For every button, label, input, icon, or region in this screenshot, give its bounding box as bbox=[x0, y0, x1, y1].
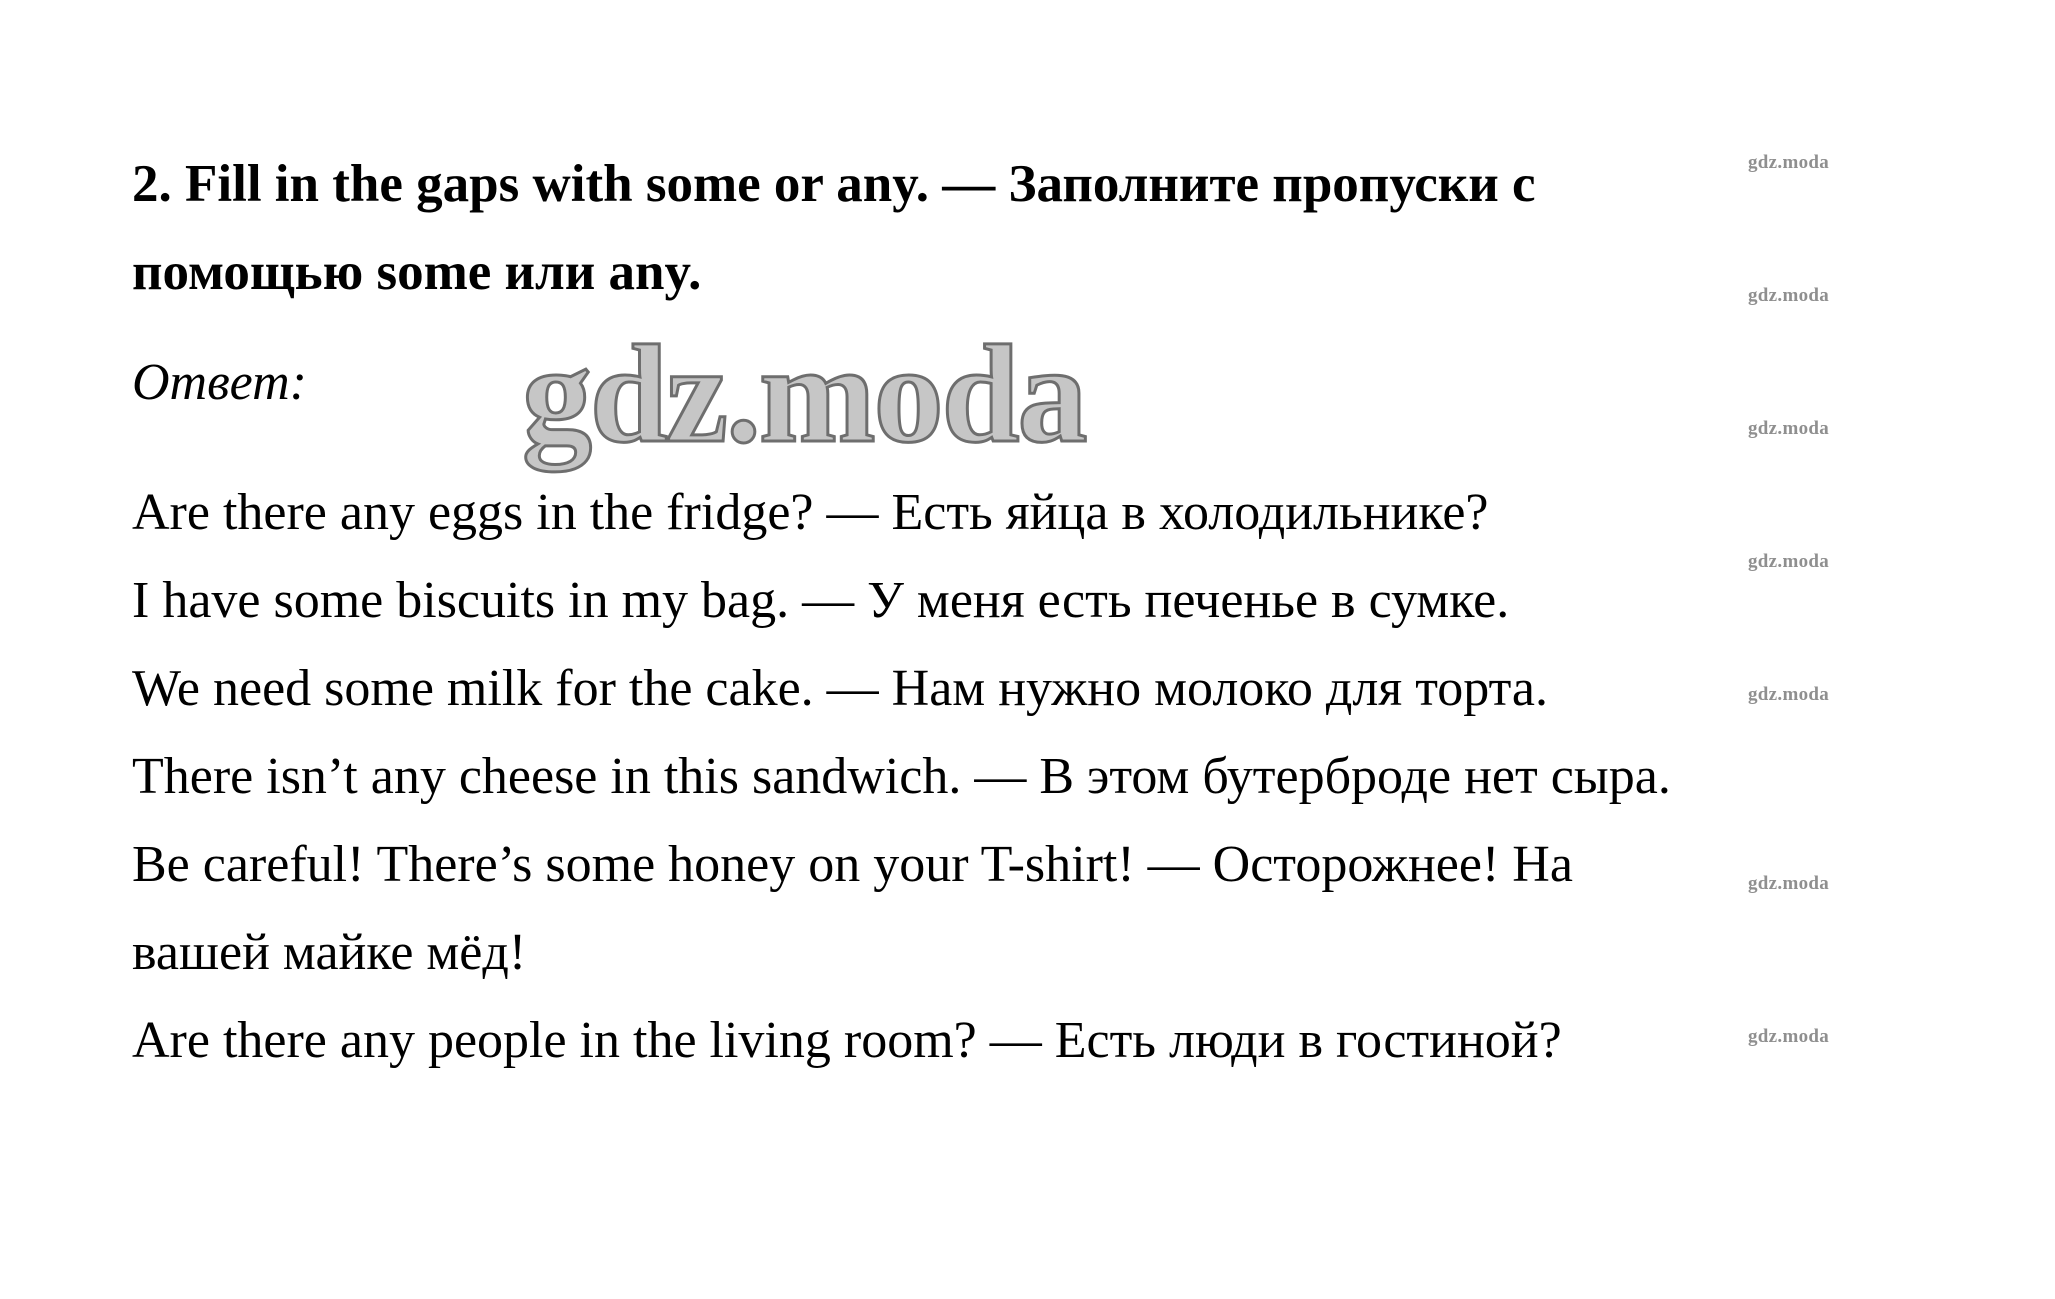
answer-list bbox=[132, 469, 2032, 1085]
answer-line: вашей майке мёд! bbox=[132, 924, 527, 981]
watermark-small: gdz.moda bbox=[1748, 551, 1830, 572]
watermark-small: gdz.moda bbox=[1748, 873, 1830, 894]
answer-line: Are there any people in the living room? — Есть люди в гостиной? bbox=[132, 1012, 1562, 1069]
watermark-small: gdz.moda bbox=[1748, 285, 1830, 306]
answer-line: Are there any eggs in the fridge? — Есть яйца в холодильнике? bbox=[132, 484, 1489, 541]
watermark-small: gdz.moda bbox=[1748, 684, 1830, 705]
answer-line: There isn’t any cheese in this sandwich. — В этом бутерброде нет сыра. bbox=[132, 748, 1671, 805]
watermark-small: gdz.moda bbox=[1748, 152, 1830, 173]
exercise-title-line: 2. Fill in the gaps with some or any. — Заполните пропуски с bbox=[132, 155, 1536, 213]
answer-line: We need some milk for the cake. — Нам нужно молоко для торта. bbox=[132, 660, 1549, 717]
watermark-logo: gdz.moda bbox=[522, 317, 1086, 472]
exercise-title bbox=[132, 140, 1732, 316]
watermark-small: gdz.moda bbox=[1748, 1026, 1830, 1047]
answer-line: Be careful! There’s some honey on your T-shirt! — Осторожнее! На bbox=[132, 836, 1573, 893]
watermark-small: gdz.moda bbox=[1748, 418, 1830, 439]
answer-line: I have some biscuits in my bag. — У меня есть печенье в сумке. bbox=[132, 572, 1510, 629]
answer-label: Ответ: bbox=[132, 354, 307, 411]
exercise-title-line: помощью some или any. bbox=[132, 243, 702, 301]
